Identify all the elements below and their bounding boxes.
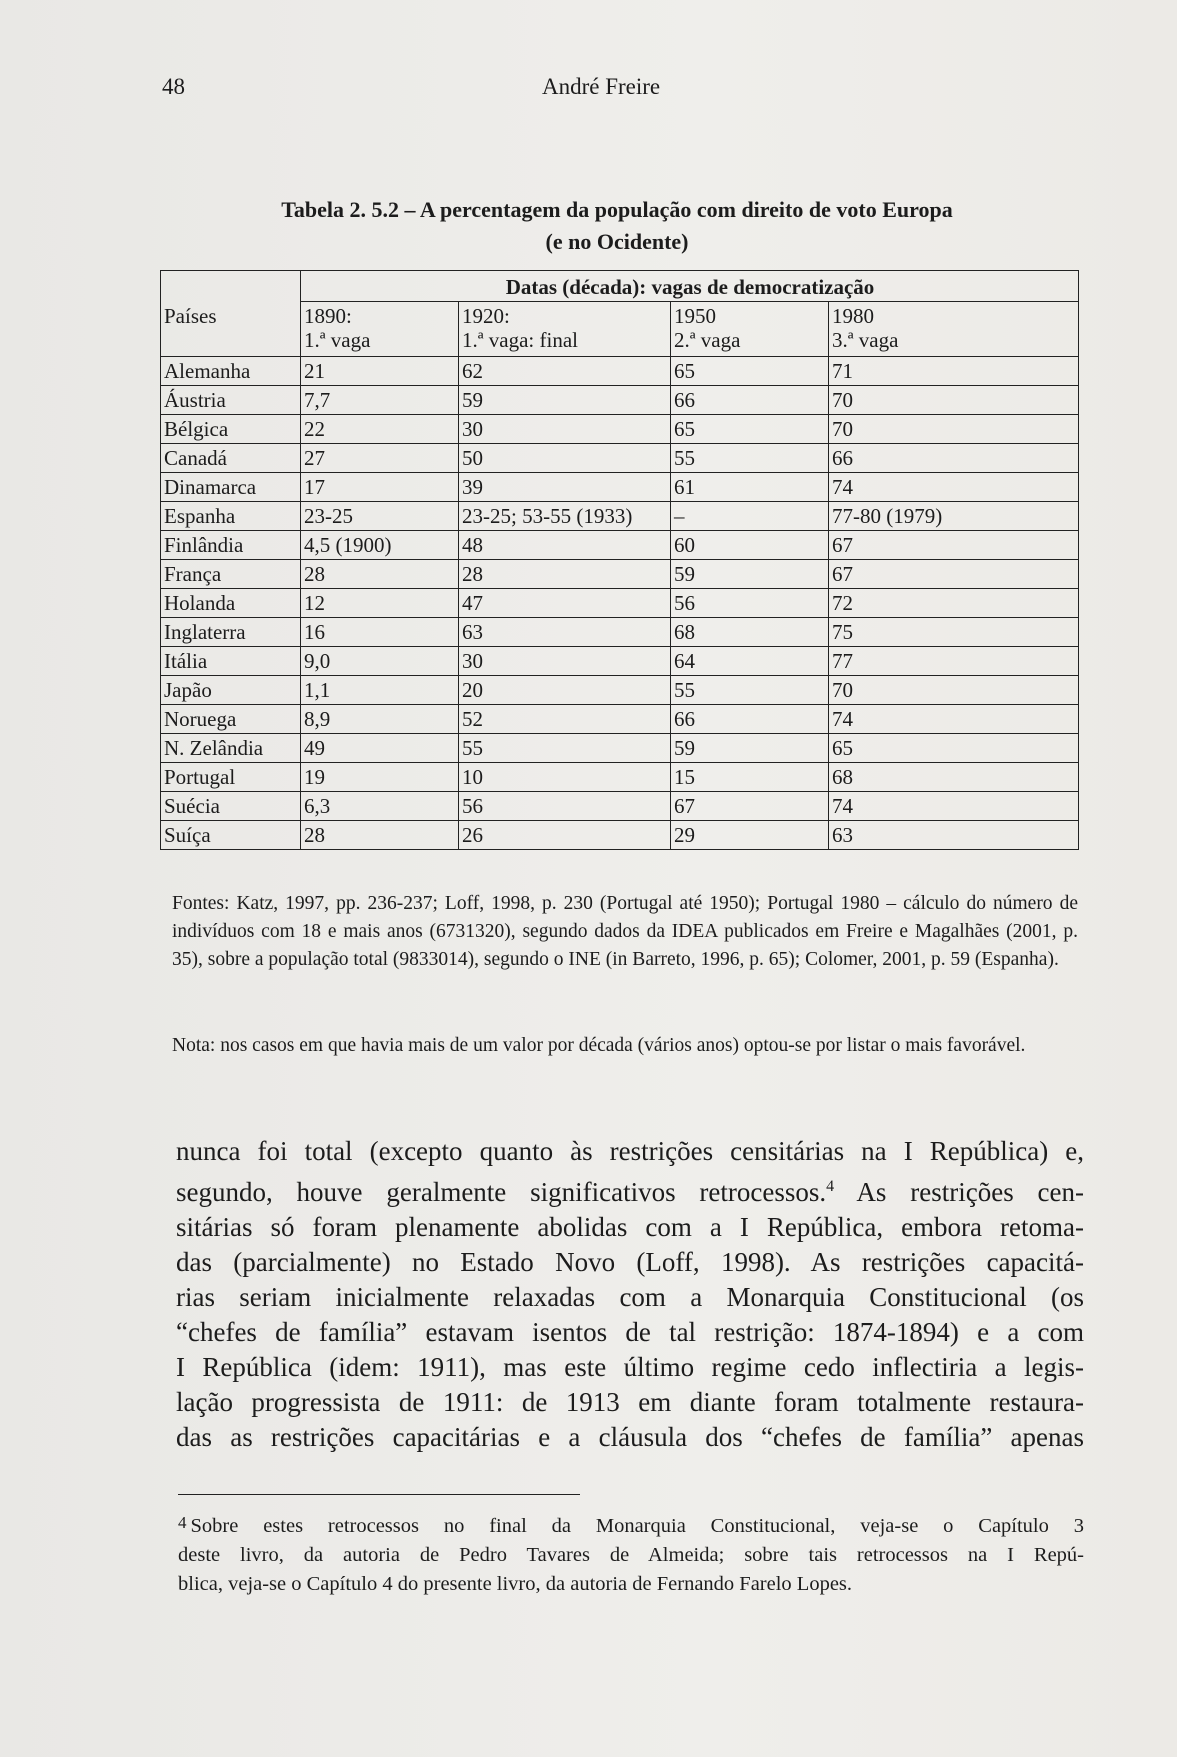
table-group-header: Datas (década): vagas de democratização <box>301 271 1079 302</box>
table-row <box>161 531 1079 560</box>
percentage-cell: 67 <box>671 792 829 821</box>
percentage-cell: 59 <box>671 560 829 589</box>
table-row <box>161 763 1079 792</box>
percentage-cell: 19 <box>301 763 459 792</box>
percentage-cell: 56 <box>671 589 829 618</box>
table-footnote-nota: Nota: nos casos em que havia mais de um valor por década (vários anos) optou-se por listar o mais favorável. <box>172 1035 1026 1056</box>
percentage-cell: 63 <box>829 821 1079 850</box>
percentage-cell: 67 <box>829 560 1079 589</box>
percentage-cell: 55 <box>671 444 829 473</box>
country-cell: Portugal <box>161 763 301 792</box>
column-header-label: Países <box>164 303 217 328</box>
column-header-year: 1920: <box>462 304 510 328</box>
percentage-cell: 48 <box>459 531 671 560</box>
percentage-cell: 8,9 <box>301 705 459 734</box>
percentage-cell: 74 <box>829 473 1079 502</box>
percentage-cell: 60 <box>671 531 829 560</box>
country-cell: Dinamarca <box>161 473 301 502</box>
country-cell: Espanha <box>161 502 301 531</box>
page-number: 48 <box>162 74 185 99</box>
percentage-cell: 28 <box>459 560 671 589</box>
column-header-year: 1890: <box>304 304 352 328</box>
percentage-cell: 7,7 <box>301 386 459 415</box>
body-line: rias seriam inicialmente relaxadas com a Monarquia Constitucional (os <box>176 1282 1084 1312</box>
percentage-cell: 64 <box>671 647 829 676</box>
percentage-cell: 55 <box>671 676 829 705</box>
column-header-paises <box>161 302 301 357</box>
percentage-cell: 75 <box>829 618 1079 647</box>
percentage-cell: 61 <box>671 473 829 502</box>
table-row <box>161 386 1079 415</box>
percentage-cell: 39 <box>459 473 671 502</box>
table-row <box>161 705 1079 734</box>
table-column-header-row <box>161 302 1079 357</box>
percentage-cell: 20 <box>459 676 671 705</box>
percentage-cell: 72 <box>829 589 1079 618</box>
percentage-cell: 65 <box>829 734 1079 763</box>
percentage-cell: 27 <box>301 444 459 473</box>
percentage-cell: 70 <box>829 386 1079 415</box>
percentage-cell: 10 <box>459 763 671 792</box>
percentage-cell: 52 <box>459 705 671 734</box>
footnote-line: deste livro, da autoria de Pedro Tavares de Almeida; sobre tais retrocessos na I Repú- <box>178 1544 1084 1566</box>
body-line: lação progressista de 1911: de 1913 em diante foram totalmente restaura- <box>176 1387 1084 1417</box>
running-head: André Freire <box>542 74 661 99</box>
table-row <box>161 647 1079 676</box>
column-header-wave: 1.ª vaga <box>304 328 371 352</box>
percentage-cell: 47 <box>459 589 671 618</box>
percentage-cell: 67 <box>829 531 1079 560</box>
body-line: das (parcialmente) no Estado Novo (Loff, 1998). As restrições capacitá- <box>176 1247 1084 1277</box>
column-header-wave: 1.ª vaga: final <box>462 328 579 352</box>
table-row <box>161 589 1079 618</box>
table-row <box>161 502 1079 531</box>
percentage-cell: 30 <box>459 415 671 444</box>
percentage-cell: 30 <box>459 647 671 676</box>
body-paragraph <box>176 1134 1084 1455</box>
body-line-segment: segundo, houve geralmente significativos retrocessos. <box>176 1177 827 1207</box>
percentage-cell: 70 <box>829 676 1079 705</box>
percentage-cell: 74 <box>829 792 1079 821</box>
body-line <box>176 1169 1084 1210</box>
percentage-cell: 68 <box>829 763 1079 792</box>
percentage-cell: 16 <box>301 618 459 647</box>
percentage-cell: 26 <box>459 821 671 850</box>
column-header-wave: 2.ª vaga <box>674 328 741 352</box>
percentage-cell: 12 <box>301 589 459 618</box>
body-line: I República (idem: 1911), mas este último regime cedo inflectiria a legis- <box>176 1352 1084 1382</box>
body-line: das as restrições capacitárias e a cláusula dos “chefes de família” apenas <box>176 1422 1084 1452</box>
table-sources-note: Fontes: Katz, 1997, pp. 236-237; Loff, 1998, p. 230 (Portugal até 1950); Portugal 1980 – cálculo do número de indivíduos com 18 e mais anos (6731320), segundo dados da IDEA publicados em Freire e Magalhães (2001, p. 35), sobre a população total (9833014), segundo o INE (in Barreto, 1996, p. 65); Colomer, 2001, p. 59 (Espanha). <box>172 893 1078 970</box>
body-line: “chefes de família” estavam isentos de tal restrição: 1874-1894) e a com <box>176 1317 1084 1347</box>
percentage-cell: 74 <box>829 705 1079 734</box>
column-header-wave: 3.ª vaga <box>832 328 899 352</box>
percentage-cell: 70 <box>829 415 1079 444</box>
country-cell: Canadá <box>161 444 301 473</box>
percentage-cell: 28 <box>301 560 459 589</box>
column-header-1950 <box>671 302 829 357</box>
country-cell: Holanda <box>161 589 301 618</box>
country-cell: Japão <box>161 676 301 705</box>
percentage-cell: 15 <box>671 763 829 792</box>
percentage-cell: 29 <box>671 821 829 850</box>
table-row <box>161 676 1079 705</box>
percentage-cell: – <box>671 502 829 531</box>
body-line-segment: As restrições cen- <box>834 1177 1084 1207</box>
body-line: nunca foi total (excepto quanto às restrições censitárias na I República) e, <box>176 1136 1084 1166</box>
percentage-cell: 1,1 <box>301 676 459 705</box>
percentage-cell: 56 <box>459 792 671 821</box>
table-group-header-row <box>161 271 1079 302</box>
country-cell: Bélgica <box>161 415 301 444</box>
percentage-cell: 65 <box>671 357 829 386</box>
percentage-cell: 77-80 (1979) <box>829 502 1079 531</box>
percentage-cell: 77 <box>829 647 1079 676</box>
table-row <box>161 415 1079 444</box>
table-caption <box>162 194 1072 258</box>
table-row <box>161 444 1079 473</box>
country-cell: França <box>161 560 301 589</box>
table-row <box>161 357 1079 386</box>
percentage-cell: 9,0 <box>301 647 459 676</box>
table-row <box>161 821 1079 850</box>
percentage-cell: 49 <box>301 734 459 763</box>
country-cell: Áustria <box>161 386 301 415</box>
body-line: sitárias só foram plenamente abolidas com a I República, embora retoma- <box>176 1212 1084 1242</box>
percentage-cell: 59 <box>671 734 829 763</box>
column-header-1920 <box>459 302 671 357</box>
column-header-1980 <box>829 302 1079 357</box>
percentage-cell: 17 <box>301 473 459 502</box>
country-cell: Suíça <box>161 821 301 850</box>
column-header-year: 1950 <box>674 304 716 328</box>
percentage-cell: 22 <box>301 415 459 444</box>
footnote-reference[interactable]: 4 <box>826 1178 835 1195</box>
footnote-text: Sobre estes retrocessos no final da Monarquia Constitucional, veja-se o Capítulo 3 <box>190 1515 1084 1537</box>
country-cell: Inglaterra <box>161 618 301 647</box>
percentage-cell: 62 <box>459 357 671 386</box>
table-body <box>161 357 1079 850</box>
footnote-line <box>178 1508 1084 1541</box>
percentage-cell: 66 <box>671 386 829 415</box>
column-header-1890 <box>301 302 459 357</box>
percentage-cell: 21 <box>301 357 459 386</box>
footnote-4 <box>178 1508 1084 1599</box>
percentage-cell: 71 <box>829 357 1079 386</box>
country-cell: Itália <box>161 647 301 676</box>
percentage-cell: 23-25 <box>301 502 459 531</box>
percentage-cell: 28 <box>301 821 459 850</box>
country-cell: Finlândia <box>161 531 301 560</box>
table-row <box>161 618 1079 647</box>
percentage-cell: 63 <box>459 618 671 647</box>
percentage-cell: 66 <box>671 705 829 734</box>
percentage-cell: 65 <box>671 415 829 444</box>
percentage-cell: 23-25; 53-55 (1933) <box>459 502 671 531</box>
table-row <box>161 734 1079 763</box>
table-caption-line-1: Tabela 2. 5.2 – A percentagem da população com direito de voto Europa <box>281 197 953 222</box>
table-row <box>161 473 1079 502</box>
percentage-cell: 55 <box>459 734 671 763</box>
table-row <box>161 792 1079 821</box>
percentage-cell: 50 <box>459 444 671 473</box>
country-cell: N. Zelândia <box>161 734 301 763</box>
page-header <box>162 74 1072 110</box>
percentage-cell: 4,5 (1900) <box>301 531 459 560</box>
percentage-cell: 66 <box>829 444 1079 473</box>
column-header-year: 1980 <box>832 304 874 328</box>
footnote-number: 4 <box>178 1513 187 1532</box>
country-cell: Suécia <box>161 792 301 821</box>
voting-population-table <box>160 270 1079 850</box>
table-row <box>161 560 1079 589</box>
table-caption-line-2: (e no Ocidente) <box>545 229 689 254</box>
country-cell: Alemanha <box>161 357 301 386</box>
footnote-divider <box>178 1494 580 1495</box>
percentage-cell: 68 <box>671 618 829 647</box>
percentage-cell: 59 <box>459 386 671 415</box>
footnote-line: blica, veja-se o Capítulo 4 do presente livro, da autoria de Fernando Farelo Lopes. <box>178 1573 853 1595</box>
country-cell: Noruega <box>161 705 301 734</box>
percentage-cell: 6,3 <box>301 792 459 821</box>
table-corner-cell <box>161 271 301 302</box>
